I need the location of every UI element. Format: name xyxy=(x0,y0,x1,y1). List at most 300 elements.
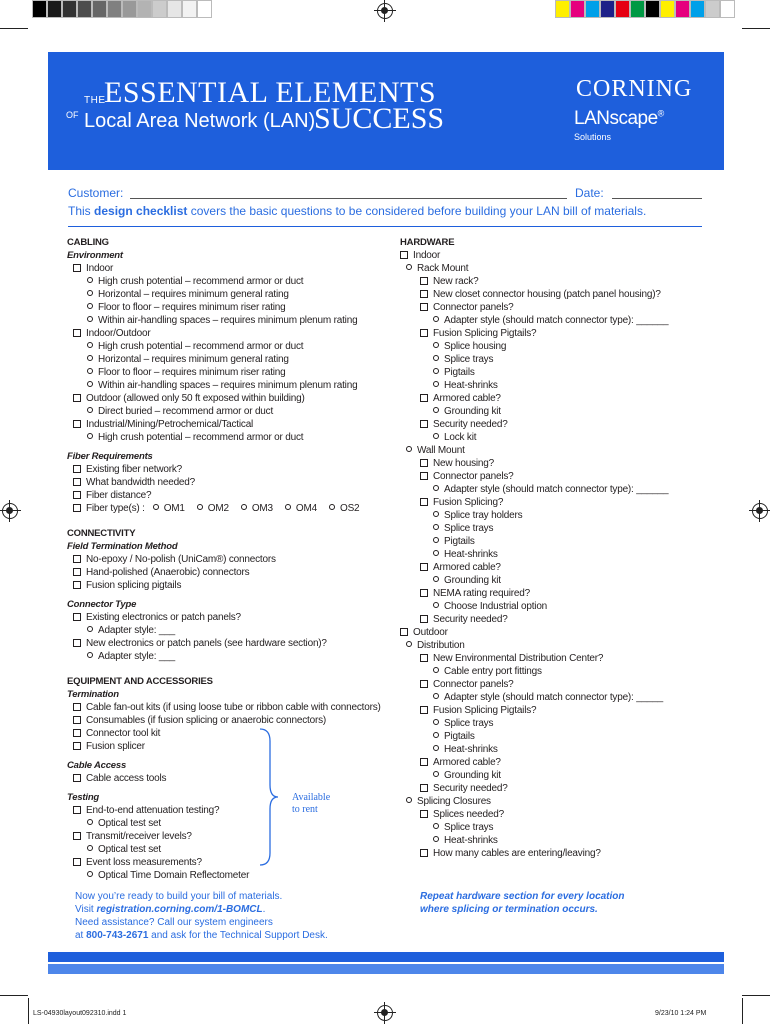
option-circle[interactable] xyxy=(433,602,439,608)
item-label: Industrial/Mining/Petrochemical/Tactical xyxy=(86,419,254,430)
radio-circle[interactable] xyxy=(197,504,203,510)
item-label: How many cables are entering/leaving? xyxy=(433,848,601,859)
footer-bar-light xyxy=(48,964,724,974)
checkbox[interactable] xyxy=(73,465,81,473)
option-circle[interactable] xyxy=(433,381,439,387)
option-circle[interactable] xyxy=(433,836,439,842)
checklist-item xyxy=(400,600,710,613)
checklist-item xyxy=(67,856,387,869)
item-label: Lock kit xyxy=(444,432,477,443)
item-label: Indoor xyxy=(86,263,114,274)
checkbox[interactable] xyxy=(73,394,81,402)
option-circle[interactable] xyxy=(87,433,93,439)
color-swatch xyxy=(630,0,645,18)
checklist-item xyxy=(400,262,710,275)
item-label: New housing? xyxy=(433,458,494,469)
customer-label: Customer: xyxy=(68,186,124,200)
title-the: THE xyxy=(84,95,106,106)
subsection-heading: Connector Type xyxy=(67,599,137,610)
checkbox[interactable] xyxy=(420,563,428,571)
item-label: Distribution xyxy=(417,640,465,651)
item-label: Adapter style (should match connector type): ______ xyxy=(444,484,669,495)
color-swatch xyxy=(585,0,600,18)
checklist-item xyxy=(67,772,387,785)
fiber-types-row xyxy=(67,502,387,515)
process-color-bar xyxy=(555,0,735,18)
checklist-item xyxy=(400,704,710,717)
title-of: OF xyxy=(66,110,79,120)
item-label: Adapter style: ___ xyxy=(98,651,176,662)
item-label: High crush potential – recommend armor or duct xyxy=(98,276,304,287)
option-circle[interactable] xyxy=(433,433,439,439)
corning-logo: CORNING xyxy=(576,76,693,102)
checkbox[interactable] xyxy=(420,615,428,623)
item-label: Indoor xyxy=(413,250,441,261)
grayscale-color-bar xyxy=(32,0,212,18)
option-circle[interactable] xyxy=(406,264,412,270)
checkbox[interactable] xyxy=(73,420,81,428)
registration-mark-right xyxy=(752,503,768,519)
crop-mark xyxy=(742,998,743,1024)
checkbox[interactable] xyxy=(420,472,428,480)
color-swatch xyxy=(555,0,570,18)
option-circle[interactable] xyxy=(433,368,439,374)
checkbox[interactable] xyxy=(73,806,81,814)
radio-circle[interactable] xyxy=(329,504,335,510)
checklist-item xyxy=(400,483,710,496)
color-swatch xyxy=(62,0,77,18)
option-circle[interactable] xyxy=(87,819,93,825)
checklist-item xyxy=(400,847,710,860)
checklist-item xyxy=(67,489,387,502)
header-banner xyxy=(48,52,724,170)
item-label: Splice trays xyxy=(444,822,494,833)
option-circle[interactable] xyxy=(433,342,439,348)
checklist-item xyxy=(67,301,387,314)
rental-brace xyxy=(258,727,278,867)
cabling-column xyxy=(67,236,387,882)
option-circle[interactable] xyxy=(433,771,439,777)
option-circle[interactable] xyxy=(87,381,93,387)
fiber-type-option[interactable]: OM1 xyxy=(153,502,185,515)
checklist-item xyxy=(67,830,387,843)
checklist-item xyxy=(400,795,710,808)
checklist-item xyxy=(67,392,387,405)
option-circle[interactable] xyxy=(433,576,439,582)
item-label: Indoor/Outdoor xyxy=(86,328,151,339)
color-swatch xyxy=(600,0,615,18)
checklist-item xyxy=(67,624,387,637)
checkbox[interactable] xyxy=(420,290,428,298)
crop-mark xyxy=(742,995,770,996)
item-label: Splice trays xyxy=(444,718,494,729)
crop-mark xyxy=(28,998,29,1024)
item-label: Transmit/receiver levels? xyxy=(86,831,192,842)
checklist-item xyxy=(400,496,710,509)
checklist-item xyxy=(67,405,387,418)
title-essential-elements: ESSENTIAL ELEMENTS xyxy=(104,76,437,109)
color-swatch xyxy=(47,0,62,18)
checklist-item xyxy=(400,535,710,548)
fiber-type-option[interactable]: OM4 xyxy=(285,502,317,515)
option-circle[interactable] xyxy=(87,342,93,348)
checkbox[interactable] xyxy=(420,394,428,402)
section-heading: HARDWARE xyxy=(400,237,455,248)
checklist-item xyxy=(400,314,710,327)
option-circle[interactable] xyxy=(433,732,439,738)
checklist-item xyxy=(400,340,710,353)
item-label: New rack? xyxy=(433,276,479,287)
checklist-item xyxy=(67,727,387,740)
item-label: Splices needed? xyxy=(433,809,504,820)
option-circle[interactable] xyxy=(87,290,93,296)
item-label: End-to-end attenuation testing? xyxy=(86,805,220,816)
checklist-item xyxy=(400,821,710,834)
checkbox[interactable] xyxy=(73,774,81,782)
option-circle[interactable] xyxy=(433,524,439,530)
checklist-item xyxy=(400,327,710,340)
item-label: Splice trays xyxy=(444,354,494,365)
color-swatch xyxy=(107,0,122,18)
item-label: Heat-shrinks xyxy=(444,380,498,391)
checklist-item xyxy=(67,611,387,624)
item-label: Pigtails xyxy=(444,367,475,378)
checkbox[interactable] xyxy=(420,706,428,714)
checklist-item xyxy=(67,553,387,566)
checkbox[interactable] xyxy=(420,329,428,337)
checklist-item xyxy=(400,431,710,444)
title-success: SUCCESS xyxy=(314,102,445,135)
item-label: Wall Mount xyxy=(417,445,465,456)
checklist-item xyxy=(400,405,710,418)
item-label: Armored cable? xyxy=(433,757,501,768)
checkbox[interactable] xyxy=(73,555,81,563)
item-label: Fiber distance? xyxy=(86,490,152,501)
item-label: Fusion splicer xyxy=(86,741,145,752)
checkbox[interactable] xyxy=(73,858,81,866)
color-swatch xyxy=(32,0,47,18)
checklist-item xyxy=(67,637,387,650)
checkbox[interactable] xyxy=(400,251,408,259)
item-label: Event loss measurements? xyxy=(86,857,202,868)
option-circle[interactable] xyxy=(433,550,439,556)
item-label: Optical test set xyxy=(98,844,161,855)
checkbox[interactable] xyxy=(73,478,81,486)
option-circle[interactable] xyxy=(433,823,439,829)
item-label: Horizontal – requires minimum general rating xyxy=(98,289,289,300)
title-lan: Local Area Network (LAN) xyxy=(84,110,316,132)
checkbox[interactable] xyxy=(420,498,428,506)
option-circle[interactable] xyxy=(433,485,439,491)
checklist-item xyxy=(67,353,387,366)
checklist-item xyxy=(400,444,710,457)
checklist-item xyxy=(67,740,387,753)
footer-bar xyxy=(48,952,724,962)
item-label: Connector panels? xyxy=(433,302,514,313)
checkbox[interactable] xyxy=(420,849,428,857)
checklist-item xyxy=(67,288,387,301)
crop-mark xyxy=(742,28,770,29)
checkbox[interactable] xyxy=(73,568,81,576)
checklist-item xyxy=(400,730,710,743)
item-label: Existing electronics or patch panels? xyxy=(86,612,241,623)
hardware-column xyxy=(400,236,710,860)
item-label: Security needed? xyxy=(433,419,508,430)
item-label: Pigtails xyxy=(444,536,475,547)
registration-mark-top xyxy=(377,3,393,19)
checklist-item xyxy=(67,327,387,340)
checklist-item xyxy=(67,701,387,714)
option-circle[interactable] xyxy=(406,446,412,452)
checkbox[interactable] xyxy=(73,504,81,512)
section-heading: EQUIPMENT AND ACCESSORIES xyxy=(67,676,213,687)
item-label: Cable fan-out kits (if using loose tube or ribbon cable with connectors) xyxy=(86,702,381,713)
checklist-item xyxy=(67,804,387,817)
checkbox[interactable] xyxy=(420,680,428,688)
checklist-item xyxy=(400,613,710,626)
checklist-item xyxy=(400,392,710,405)
subsection-heading: Fiber Requirements xyxy=(67,451,153,462)
color-swatch xyxy=(152,0,167,18)
color-swatch xyxy=(615,0,630,18)
option-circle[interactable] xyxy=(87,626,93,632)
checklist-item xyxy=(400,717,710,730)
item-label: Outdoor xyxy=(413,627,448,638)
option-circle[interactable] xyxy=(87,652,93,658)
item-label: Grounding kit xyxy=(444,406,501,417)
item-label: Fusion Splicing? xyxy=(433,497,504,508)
subsection-heading: Environment xyxy=(67,250,123,261)
item-label: Optical test set xyxy=(98,818,161,829)
checkbox[interactable] xyxy=(73,729,81,737)
item-label: Floor to floor – requires minimum riser rating xyxy=(98,302,286,313)
option-circle[interactable] xyxy=(406,641,412,647)
color-swatch xyxy=(660,0,675,18)
option-circle[interactable] xyxy=(433,407,439,413)
date-slug: 9/23/10 1:24 PM xyxy=(655,1010,707,1017)
checklist-item xyxy=(400,561,710,574)
option-circle[interactable] xyxy=(433,316,439,322)
color-swatch xyxy=(137,0,152,18)
option-circle[interactable] xyxy=(433,355,439,361)
radio-circle[interactable] xyxy=(241,504,247,510)
customer-field[interactable] xyxy=(130,198,567,199)
item-label: Fusion splicing pigtails xyxy=(86,580,182,591)
checkbox[interactable] xyxy=(73,329,81,337)
checklist-item xyxy=(400,509,710,522)
checklist-item xyxy=(400,587,710,600)
subsection-heading: Testing xyxy=(67,792,100,803)
date-label: Date: xyxy=(575,186,604,200)
item-label: What bandwidth needed? xyxy=(86,477,196,488)
intro-text: This design checklist covers the basic questions to be considered before building your LAN bill of materials. xyxy=(68,204,647,218)
item-label: Adapter style (should match connector type): _____ xyxy=(444,692,664,703)
item-label: Rack Mount xyxy=(417,263,469,274)
crop-mark xyxy=(0,28,28,29)
item-label: Pigtails xyxy=(444,731,475,742)
option-circle[interactable] xyxy=(87,407,93,413)
checklist-item xyxy=(67,431,387,444)
option-circle[interactable] xyxy=(433,537,439,543)
option-circle[interactable] xyxy=(87,277,93,283)
checkbox[interactable] xyxy=(420,654,428,662)
checklist-item xyxy=(400,756,710,769)
checklist-item xyxy=(67,869,387,882)
radio-circle[interactable] xyxy=(285,504,291,510)
item-label: Within air-handling spaces – requires minimum plenum rating xyxy=(98,380,358,391)
checkbox[interactable] xyxy=(420,589,428,597)
checklist-item xyxy=(400,639,710,652)
checklist-item xyxy=(400,418,710,431)
subsection-heading: Field Termination Method xyxy=(67,541,178,552)
option-circle[interactable] xyxy=(87,316,93,322)
item-label: Choose Industrial option xyxy=(444,601,548,612)
checkbox[interactable] xyxy=(73,703,81,711)
item-label: Armored cable? xyxy=(433,393,501,404)
registration-mark-left xyxy=(2,503,18,519)
option-circle[interactable] xyxy=(406,797,412,803)
checklist-item xyxy=(400,782,710,795)
checkbox[interactable] xyxy=(420,459,428,467)
item-label: Hand-polished (Anaerobic) connectors xyxy=(86,567,250,578)
checkbox[interactable] xyxy=(420,758,428,766)
checkbox[interactable] xyxy=(73,491,81,499)
checklist-item xyxy=(400,834,710,847)
checkbox[interactable] xyxy=(420,277,428,285)
item-label: Heat-shrinks xyxy=(444,835,498,846)
item-label: Splicing Closures xyxy=(417,796,491,807)
checklist-item xyxy=(67,262,387,275)
checklist-item xyxy=(400,457,710,470)
checklist-item xyxy=(67,650,387,663)
checklist-item xyxy=(67,340,387,353)
crop-mark xyxy=(0,995,28,996)
item-label: Outdoor (allowed only 50 ft exposed within building) xyxy=(86,393,305,404)
fiber-type-option[interactable]: OM2 xyxy=(197,502,229,515)
checklist-item xyxy=(67,476,387,489)
checkbox[interactable] xyxy=(73,613,81,621)
item-label: No-epoxy / No-polish (UniCam®) connectors xyxy=(86,554,276,565)
color-swatch xyxy=(182,0,197,18)
option-circle[interactable] xyxy=(87,368,93,374)
fiber-type-option[interactable]: OS2 xyxy=(329,502,359,515)
radio-circle[interactable] xyxy=(153,504,159,510)
option-circle[interactable] xyxy=(87,845,93,851)
checklist-item xyxy=(400,366,710,379)
item-label: Armored cable? xyxy=(433,562,501,573)
option-circle[interactable] xyxy=(87,355,93,361)
item-label: Heat-shrinks xyxy=(444,549,498,560)
checklist-item xyxy=(400,665,710,678)
item-label: Fusion Splicing Pigtails? xyxy=(433,328,537,339)
option-circle[interactable] xyxy=(87,303,93,309)
checklist-item xyxy=(400,470,710,483)
checkbox[interactable] xyxy=(420,810,428,818)
subsection-heading: Cable Access xyxy=(67,760,127,771)
item-label: Connector panels? xyxy=(433,471,514,482)
checklist-item xyxy=(400,626,710,639)
item-label: Within air-handling spaces – requires minimum plenum rating xyxy=(98,315,358,326)
item-label: Fusion Splicing Pigtails? xyxy=(433,705,537,716)
item-label: Heat-shrinks xyxy=(444,744,498,755)
checklist-item xyxy=(400,548,710,561)
item-label: New closet connector housing (patch panel housing)? xyxy=(433,289,661,300)
checklist-item xyxy=(400,353,710,366)
checkbox[interactable] xyxy=(420,303,428,311)
item-label: Horizontal – requires minimum general rating xyxy=(98,354,289,365)
item-label: NEMA rating required? xyxy=(433,588,530,599)
fiber-type-option[interactable]: OM3 xyxy=(241,502,273,515)
checkbox[interactable] xyxy=(73,716,81,724)
item-label: High crush potential – recommend armor or duct xyxy=(98,432,304,443)
lanscape-logo: LANscape® xyxy=(574,108,664,129)
checkbox[interactable] xyxy=(73,264,81,272)
registration-mark-bottom xyxy=(377,1005,393,1021)
checkbox[interactable] xyxy=(73,639,81,647)
checkbox[interactable] xyxy=(73,742,81,750)
color-swatch xyxy=(77,0,92,18)
item-label: Splice tray holders xyxy=(444,510,523,521)
item-label: High crush potential – recommend armor or duct xyxy=(98,341,304,352)
item-label: New electronics or patch panels (see hardware section)? xyxy=(86,638,327,649)
checkbox[interactable] xyxy=(420,784,428,792)
checklist-item xyxy=(400,301,710,314)
item-label: Grounding kit xyxy=(444,770,501,781)
color-swatch xyxy=(570,0,585,18)
checklist-item xyxy=(67,817,387,830)
item-label: Cable access tools xyxy=(86,773,167,784)
footer-repeat-note: Repeat hardware section for every location where splicing or termination occurs. xyxy=(420,891,625,915)
checklist-item xyxy=(400,288,710,301)
option-circle[interactable] xyxy=(87,871,93,877)
item-label: Splice trays xyxy=(444,523,494,534)
item-label: Consumables (if fusion splicing or anaerobic connectors) xyxy=(86,715,327,726)
option-circle[interactable] xyxy=(433,719,439,725)
item-label: Direct buried – recommend armor or duct xyxy=(98,406,274,417)
checkbox[interactable] xyxy=(73,832,81,840)
checklist-item xyxy=(67,714,387,727)
subsection-heading: Termination xyxy=(67,689,119,700)
file-slug: LS-04930layout092310.indd 1 xyxy=(33,1010,127,1017)
color-swatch xyxy=(197,0,212,18)
checklist-item xyxy=(400,678,710,691)
option-circle[interactable] xyxy=(433,667,439,673)
registration-link[interactable]: registration.corning.com/1-BOMCL xyxy=(96,904,263,915)
item-label: Existing fiber network? xyxy=(86,464,183,475)
item-label: New Environmental Distribution Center? xyxy=(433,653,604,664)
option-circle[interactable] xyxy=(433,693,439,699)
item-label: Connector panels? xyxy=(433,679,514,690)
color-swatch xyxy=(690,0,705,18)
date-field[interactable] xyxy=(612,198,702,199)
checklist-item xyxy=(400,808,710,821)
checklist-item xyxy=(400,691,710,704)
section-heading: CONNECTIVITY xyxy=(67,528,136,539)
item-label: Connector tool kit xyxy=(86,728,161,739)
item-label: Floor to floor – requires minimum riser rating xyxy=(98,367,286,378)
support-phone: 800-743-2671 xyxy=(86,930,149,941)
checklist-item xyxy=(400,743,710,756)
lanscape-solutions: Solutions xyxy=(574,132,612,142)
checklist-item xyxy=(400,275,710,288)
checklist-item xyxy=(400,379,710,392)
checkbox[interactable] xyxy=(400,628,408,636)
checkbox[interactable] xyxy=(420,420,428,428)
checkbox[interactable] xyxy=(73,581,81,589)
checklist-item xyxy=(67,314,387,327)
option-circle[interactable] xyxy=(433,745,439,751)
option-circle[interactable] xyxy=(433,511,439,517)
